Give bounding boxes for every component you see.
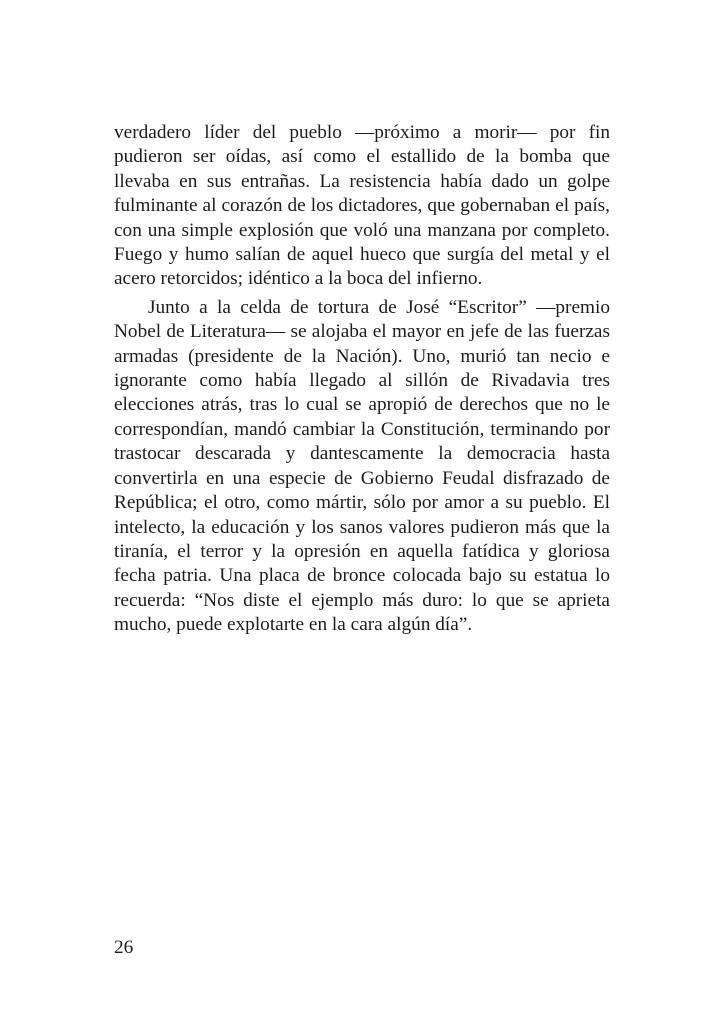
body-text (114, 121, 610, 638)
page-number: 26 (114, 937, 134, 958)
paragraph: Junto a la celda de tortura de José “Escritor” —premio Nobel de Literatura— se alojaba el mayor en jefe de las fuerzas armadas (presidente de la Nación). Uno, murió tan necio e ignorante como había llegado al sillón de Rivadavia tres elecciones atrás, tras lo cual se apropió de derechos que no le correspondían, mandó cambiar la Constitución, terminando por trastocar descarada y dantescamente la democracia hasta convertirla en una especie de Gobierno Feudal disfrazado de República; el otro, como mártir, sólo por amor a su pueblo. El intelecto, la educación y los sanos valores pudieron más que la tiranía, el terror y la opresión en aquella fatídica y gloriosa fecha patria. Una placa de bronce colocada bajo su estatua lo recuerda: “Nos diste el ejemplo más duro: lo que se aprieta mucho, puede explotarte en la cara algún día”. (114, 296, 610, 636)
paragraph-continued: verdadero líder del pueblo —próximo a morir— por fin pudieron ser oídas, así como el estallido de la bomba que llevaba en sus entrañas. La resistencia había dado un golpe fulminante al corazón de los dictadores, que gobernaban el país, con una simple explosión que voló una manzana por completo. Fuego y humo salían de aquel hueco que surgía del metal y el acero retorcidos; idéntico a la boca del infierno. (114, 122, 610, 290)
